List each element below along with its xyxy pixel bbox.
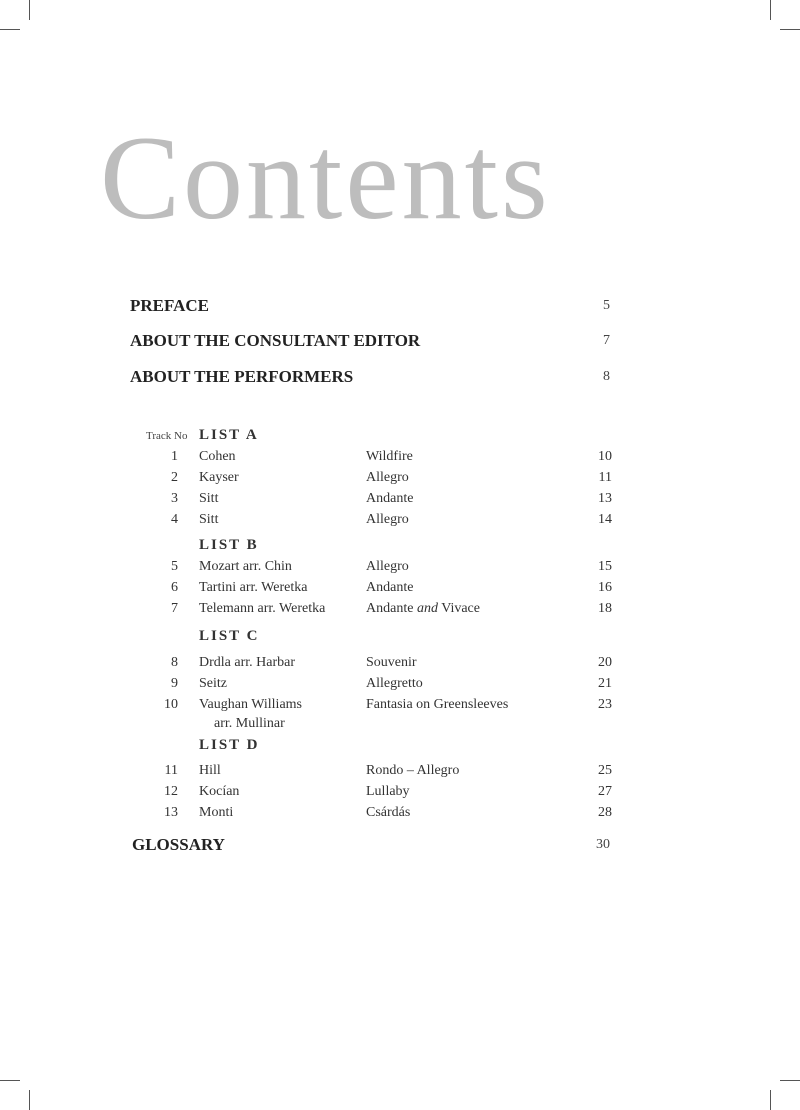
page-number: 10 bbox=[598, 449, 612, 464]
list-title: LIST A bbox=[199, 427, 259, 443]
track-no-label: Track No bbox=[146, 430, 188, 442]
track-row[interactable] bbox=[130, 760, 612, 781]
composer: Kocían bbox=[199, 784, 240, 799]
track-number: 11 bbox=[164, 763, 178, 778]
page-title: Contents bbox=[100, 111, 551, 244]
list-heading-a bbox=[130, 424, 612, 446]
track-number: 12 bbox=[164, 784, 178, 799]
composer: Sitt bbox=[199, 491, 219, 506]
track-row[interactable] bbox=[130, 556, 612, 577]
page-number: 11 bbox=[598, 470, 612, 485]
toc-entry-label: GLOSSARY bbox=[132, 835, 225, 854]
crop-mark bbox=[770, 0, 771, 20]
page-number: 14 bbox=[598, 512, 612, 527]
crop-mark bbox=[770, 1090, 771, 1110]
track-row[interactable] bbox=[130, 577, 612, 598]
work-title: Andante bbox=[366, 491, 414, 506]
composer: Drdla arr. Harbar bbox=[199, 655, 296, 670]
track-number: 8 bbox=[171, 655, 178, 670]
page-number: 23 bbox=[598, 697, 612, 712]
track-row[interactable] bbox=[130, 802, 612, 823]
crop-mark bbox=[780, 29, 800, 30]
crop-mark bbox=[0, 29, 20, 30]
toc-entry-page: 7 bbox=[603, 333, 610, 348]
toc-entry-label: PREFACE bbox=[130, 296, 210, 315]
list-heading-c bbox=[130, 625, 612, 647]
page-number: 13 bbox=[598, 491, 612, 506]
page-number: 20 bbox=[598, 655, 612, 670]
page-number: 18 bbox=[598, 601, 612, 616]
list-heading-d bbox=[130, 734, 612, 756]
work-title-conjunction: and bbox=[416, 601, 438, 616]
crop-mark bbox=[29, 1090, 30, 1110]
composer: Hill bbox=[199, 763, 221, 778]
track-row[interactable] bbox=[130, 694, 612, 732]
track-row[interactable] bbox=[130, 446, 612, 467]
track-row[interactable] bbox=[130, 598, 612, 619]
composer: Kayser bbox=[199, 470, 239, 485]
track-row[interactable] bbox=[130, 509, 612, 530]
work-title: Lullaby bbox=[366, 784, 410, 799]
toc-entry-page: 5 bbox=[603, 298, 610, 313]
toc-entry-label: ABOUT THE PERFORMERS bbox=[130, 367, 354, 386]
track-number: 10 bbox=[164, 697, 178, 712]
toc-entry-label: ABOUT THE CONSULTANT EDITOR bbox=[130, 331, 421, 350]
work-title: Fantasia on Greensleeves bbox=[366, 697, 509, 712]
composer: Telemann arr. Weretka bbox=[199, 601, 326, 616]
composer: Tartini arr. Weretka bbox=[199, 580, 308, 595]
work-title: Allegretto bbox=[366, 676, 423, 691]
track-number: 7 bbox=[171, 601, 178, 616]
work-title: Allegro bbox=[366, 559, 409, 574]
composer: Cohen bbox=[199, 449, 236, 464]
track-list bbox=[130, 424, 612, 823]
toc-entry-page: 8 bbox=[603, 369, 610, 384]
composer-line: Vaughan Williams bbox=[199, 697, 302, 712]
crop-mark bbox=[780, 1080, 800, 1081]
composer: Seitz bbox=[199, 676, 227, 691]
work-title-part: Andante bbox=[366, 601, 414, 616]
page-number: 28 bbox=[598, 805, 612, 820]
list-heading-b bbox=[130, 534, 612, 556]
page-number: 25 bbox=[598, 763, 612, 778]
list-title: LIST D bbox=[199, 737, 260, 753]
track-row[interactable] bbox=[130, 467, 612, 488]
work-title-part: Vivace bbox=[441, 601, 480, 616]
crop-mark bbox=[0, 1080, 20, 1081]
track-number: 9 bbox=[171, 676, 178, 691]
track-number: 2 bbox=[171, 470, 178, 485]
page-number: 21 bbox=[598, 676, 612, 691]
list-title: LIST B bbox=[199, 537, 259, 553]
composer: Monti bbox=[199, 805, 234, 820]
track-number: 3 bbox=[171, 491, 178, 506]
work-title: Csárdás bbox=[366, 805, 411, 820]
work-title: Allegro bbox=[366, 470, 409, 485]
track-number: 6 bbox=[171, 580, 178, 595]
track-row[interactable] bbox=[130, 673, 612, 694]
composer: Sitt bbox=[199, 512, 219, 527]
work-title: Souvenir bbox=[366, 655, 417, 670]
page-number: 27 bbox=[598, 784, 612, 799]
track-number: 13 bbox=[164, 805, 178, 820]
page-number: 15 bbox=[598, 559, 612, 574]
track-number: 5 bbox=[171, 559, 178, 574]
work-title: Rondo – Allegro bbox=[366, 763, 460, 778]
work-title: Allegro bbox=[366, 512, 409, 527]
work-title: Andante bbox=[366, 580, 414, 595]
arranger-line: arr. Mullinar bbox=[214, 716, 285, 731]
track-number: 4 bbox=[171, 512, 178, 527]
work-title: Wildfire bbox=[366, 449, 413, 464]
list-title: LIST C bbox=[199, 628, 260, 644]
track-row[interactable] bbox=[130, 652, 612, 673]
track-row[interactable] bbox=[130, 488, 612, 509]
track-row[interactable] bbox=[130, 781, 612, 802]
work-title bbox=[366, 598, 480, 619]
composer bbox=[199, 694, 369, 732]
composer: Mozart arr. Chin bbox=[199, 559, 292, 574]
page-number: 16 bbox=[598, 580, 612, 595]
track-number: 1 bbox=[171, 449, 178, 464]
toc-entry-page: 30 bbox=[596, 837, 610, 852]
crop-mark bbox=[29, 0, 30, 20]
